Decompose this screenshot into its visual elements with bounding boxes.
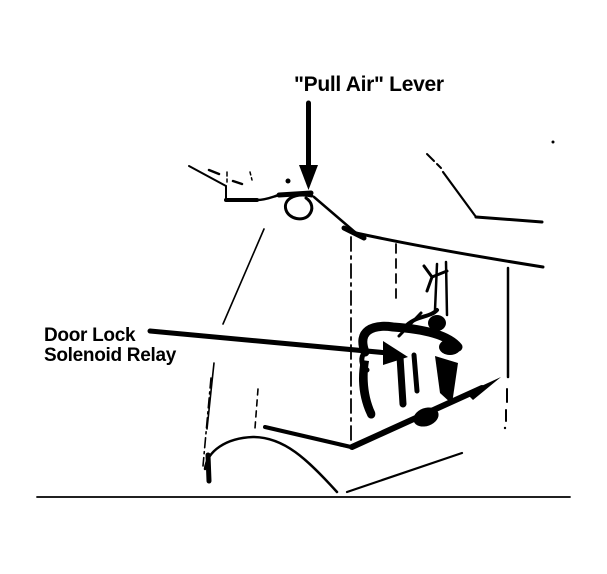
relay-leg-center — [400, 357, 403, 404]
sketch-speck — [286, 179, 291, 184]
door-lock-relay-label-line1: Door Lock — [44, 325, 136, 346]
sketch-curve — [257, 195, 279, 200]
lower-trim-line — [347, 453, 462, 492]
relay-bracket — [424, 266, 432, 291]
wheel-arch-end-tick — [208, 455, 209, 481]
relay-leg-left — [359, 360, 375, 419]
sketch-dash — [233, 181, 242, 184]
sketch-dash — [250, 172, 252, 180]
relay-leg-center — [414, 355, 417, 391]
rocker-sill-sketch — [265, 377, 501, 492]
sketch-line — [189, 166, 226, 186]
sketch-dash — [427, 154, 434, 161]
sketch-dash — [209, 170, 219, 174]
pull-air-lever-drawing — [285, 195, 543, 267]
pull-air-lever-label: "Pull Air" Lever — [294, 73, 444, 96]
upper-body-sketch — [189, 166, 311, 200]
door-lock-relay-label-line2: Solenoid Relay — [44, 345, 177, 366]
door-lock-relay-annotation — [44, 325, 408, 366]
relay-body-right-blob — [439, 339, 461, 355]
relay-rod — [446, 262, 447, 315]
sill-line-point — [466, 377, 501, 400]
wheel-arch-sketch — [205, 437, 337, 492]
relay-bracket-arm — [432, 271, 447, 277]
pillar-line — [443, 172, 476, 217]
windowsill-line — [476, 217, 542, 222]
door-lock-relay-arrowhead-icon — [383, 341, 408, 365]
sketch-dash — [437, 164, 441, 168]
door-front-edge — [223, 229, 264, 324]
beltline-sweep — [356, 233, 543, 267]
relay-arm-right — [435, 356, 458, 404]
door-lock-relay-arrow-shaft — [150, 331, 388, 353]
sketch-speck — [504, 427, 506, 429]
pull-air-lever-arrowhead-icon — [299, 165, 318, 190]
hidden-line-short — [255, 389, 258, 428]
lever-loop — [285, 195, 312, 219]
door-top-edge — [314, 197, 356, 233]
pull-air-lever-annotation — [294, 73, 444, 190]
sketch-speck — [552, 141, 555, 144]
wheel-arch-curve — [205, 437, 337, 492]
door-front-edge-sketch — [203, 229, 264, 466]
sill-line-left — [265, 427, 351, 447]
relay-rod — [435, 264, 437, 310]
